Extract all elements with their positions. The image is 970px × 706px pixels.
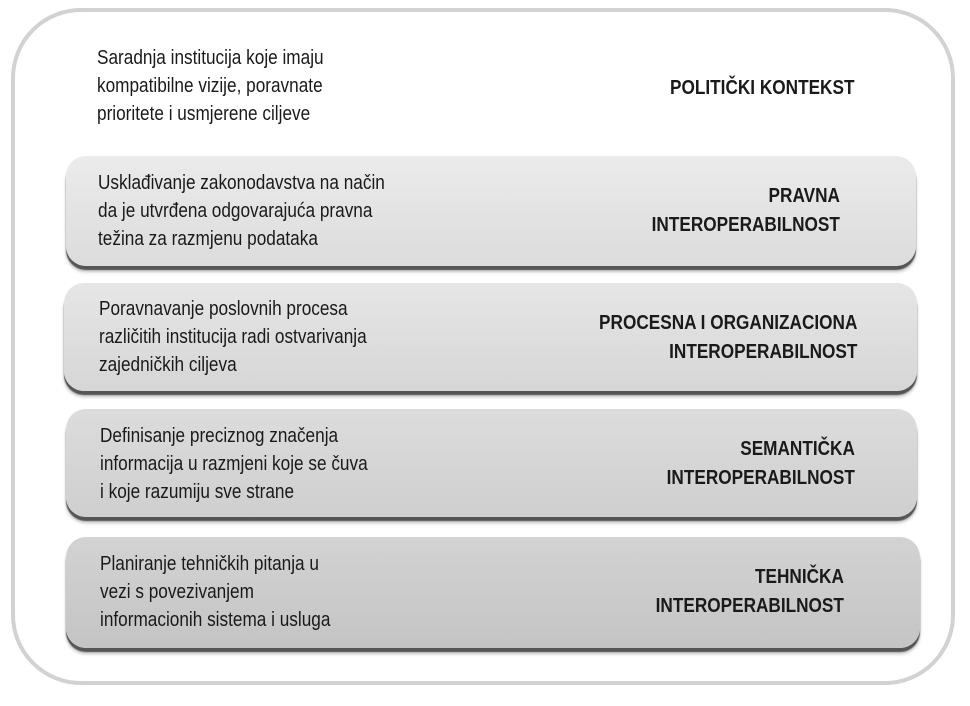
legal-interoperability-title: PRAVNA INTEROPERABILNOST [651, 185, 840, 236]
organizational-interoperability-title: PROCESNA I ORGANIZACIONA INTEROPERABILNOST [598, 312, 857, 363]
technical-interoperability-title: TEHNIČKA INTEROPERABILNOST [655, 566, 844, 617]
semantic-interoperability-title: SEMANTIČKA INTEROPERABILNOST [666, 438, 855, 489]
organizational-interoperability-description: Poravnavanje poslovnih procesa različitih institucija radi ostvarivanja zajedničkih ciljeva [99, 298, 367, 376]
technical-interoperability-band [66, 537, 920, 648]
political-context-description: Saradnja institucija koje imaju kompatibilne vizije, poravnate prioritete i usmjerene ciljeve [97, 47, 324, 125]
semantic-interoperability-band [66, 409, 917, 517]
technical-interoperability-description: Planiranje tehničkih pitanja u vezi s povezivanjem informacionih sistema i usluga [100, 553, 331, 631]
legal-interoperability-description: Usklađivanje zakonodavstva na način da je utvrđena odgovarajuća pravna težina za razmjenu podataka [98, 172, 385, 250]
political-context-title: POLITIČKI KONTEKST [669, 77, 854, 99]
semantic-interoperability-description: Definisanje preciznog značenja informacija u razmjeni koje se čuva i koje razumiju sve strane [100, 425, 368, 503]
organizational-interoperability-band [64, 283, 917, 391]
legal-interoperability-band [66, 156, 916, 266]
